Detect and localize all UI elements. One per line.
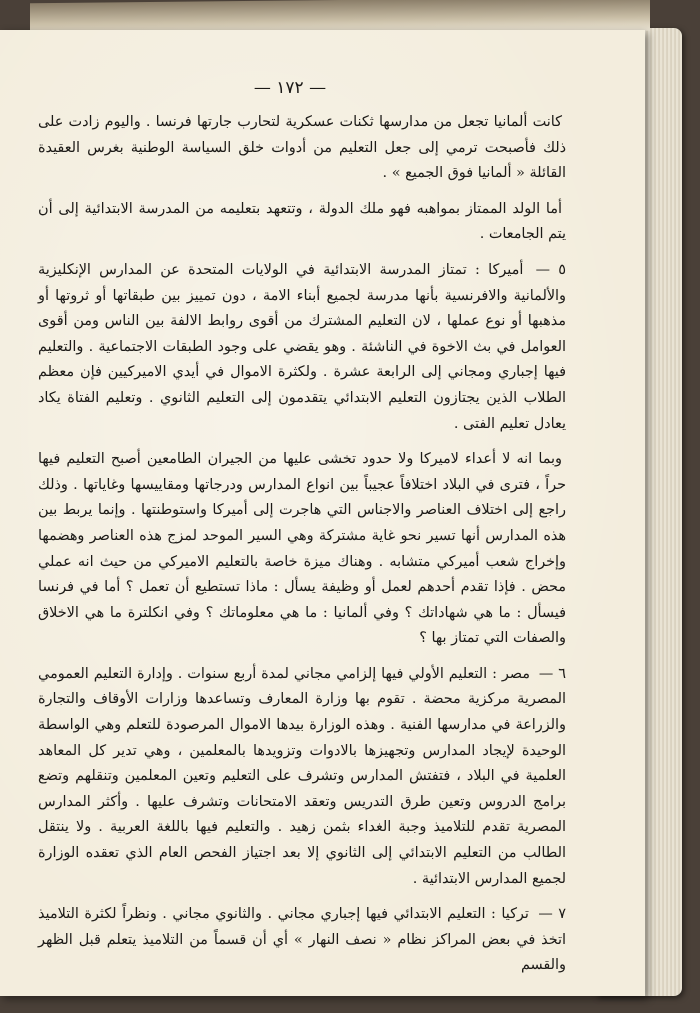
paragraph-america-freedom <box>38 447 566 652</box>
paragraph-gifted-child <box>38 197 566 248</box>
paragraph-number: ٦ — <box>534 665 566 682</box>
paragraph-text: أما الولد الممتاز بمواهبه فهو ملك الدولة ، وتتعهد بتعليمه من المدرسة الابتدائية إلى أن يتم الجامعات . <box>38 200 566 243</box>
paragraph-america <box>38 258 566 437</box>
paragraph-egypt <box>38 662 566 892</box>
book-page <box>0 30 645 996</box>
paragraph-text: مصر : التعليم الأولي فيها إلزامي مجاني لمدة أربع سنوات . وإدارة التعليم العمومي المصرية مركزية محضة . تقوم بها وزارة المعارف وتساعدها وزارات الأوقاف والتجارة والزراعة في مدارسها الفنية . وهذه الوزارة بيدها الاموال المرصودة للتعلم وهي الواسطة الوحيدة لإيجاد المدارس وتجهيزها بالادوات وتزويدها بالمعلمين ، وهي تدير كل المعاهد العلمية في البلاد ، فتفتش المدارس وتشرف على التعليم وتعين المعلمين وتنقلهم وتضع برامج الدروس وتعين طرق التدريس وتعقد الامتحانات وتشرف عليها . وأكثر المدارس المصرية تقدم للتلاميذ وجبة الغداء بثمن زهيد . والتعليم فيها باللغة العربية . ولا ينتقل الطالب من التعليم الابتدائي إلى الثانوي إلا بعد اجتياز الفحص العام الذي تعقده الوزارة لجميع المدارس الابتدائية . <box>38 665 566 887</box>
page-text-body <box>38 110 566 989</box>
paragraph-text: كانت ألمانيا تجعل من مدارسها ثكنات عسكرية لتحارب جارتها فرنسا . واليوم زادت على ذلك فأصبحت ترمي إلى جعل التعليم من أدوات خلق السياسة الوطنية بغرس العقيدة القائلة « ألمانيا فوق الجميع » . <box>38 114 566 182</box>
paragraph-number: ٧ — <box>532 906 567 923</box>
paragraph-text: وبما انه لا أعداء لاميركا ولا حدود تخشى عليها من الجيران الطامعين أصبح التعليم فيها حراً ، فترى في البلاد اختلافاً عجيباً بين انواع المدارس ودرجاتها ومقاييسها وغاياتها . وذلك راجع إلى اختلاف العناصر والاجناس التي هاجرت إلى أميركا واستوطنتها . وإنما يربط بين هذه المدارس أنها تسير نحو غاية مشتركة وهي السير الموحد لمزج هذه العناصر وهضمها وإخراج شعب أميركي متشابه . وهناك ميزة خاصة بالتعليم الاميركي من حيث انه عملي محض . فإذا تقدم أحدهم لعمل أو وظيفة يسأل : ماذا تستطيع أن تعمل ؟ أما في فرنسا فيسأل : ما هي شهاداتك ؟ وفي ألمانيا : ما هي معلوماتك ؟ وفي انكلترة ما هي الاخلاق والصفات التي تمتاز بها ؟ <box>38 451 566 647</box>
paragraph-text: تركيا : التعليم الابتدائي فيها إجباري مجاني . والثانوي مجاني . ونظراً لكثرة التلاميذ اتخذ في بعض المراكز نظام « نصف النهار » أي أن قسماً من التلاميذ يتعلم قبل الظهر والقسم <box>38 906 566 974</box>
page-number: — ١٧٢ — <box>253 78 327 98</box>
paragraph-number: ٥ — <box>527 261 566 278</box>
paragraph-germany-militarism <box>38 110 566 187</box>
paragraph-text: أميركا : تمتاز المدرسة الابتدائية في الولايات المتحدة عن المدارس الإنكليزية والألمانية والافرنسية بأنها مدرسة لجميع أبناء الامة ، دون تمييز بين طبقاتها أو ثروتها أو مذهبها أو نوع عملها ، لان التعليم المشترك من أقوى روابط الالفة بين الناس ومن أقوى العوامل في بث الاخوة في الناشئة . وهو يقضي على وجود الطبقات الاجتماعية . والتعليم فيها إجباري ومجاني إلى الرابعة عشرة . ولكثرة الاموال في أيدي الاميركيين فإن معظم الطلاب الذين يجتازون التعليم الابتدائي يتقدمون إلى التعليم الثانوي . وتعليم الفتاة يكاد يعادل تعليم الفتى . <box>38 261 566 432</box>
paragraph-turkey <box>38 902 566 979</box>
